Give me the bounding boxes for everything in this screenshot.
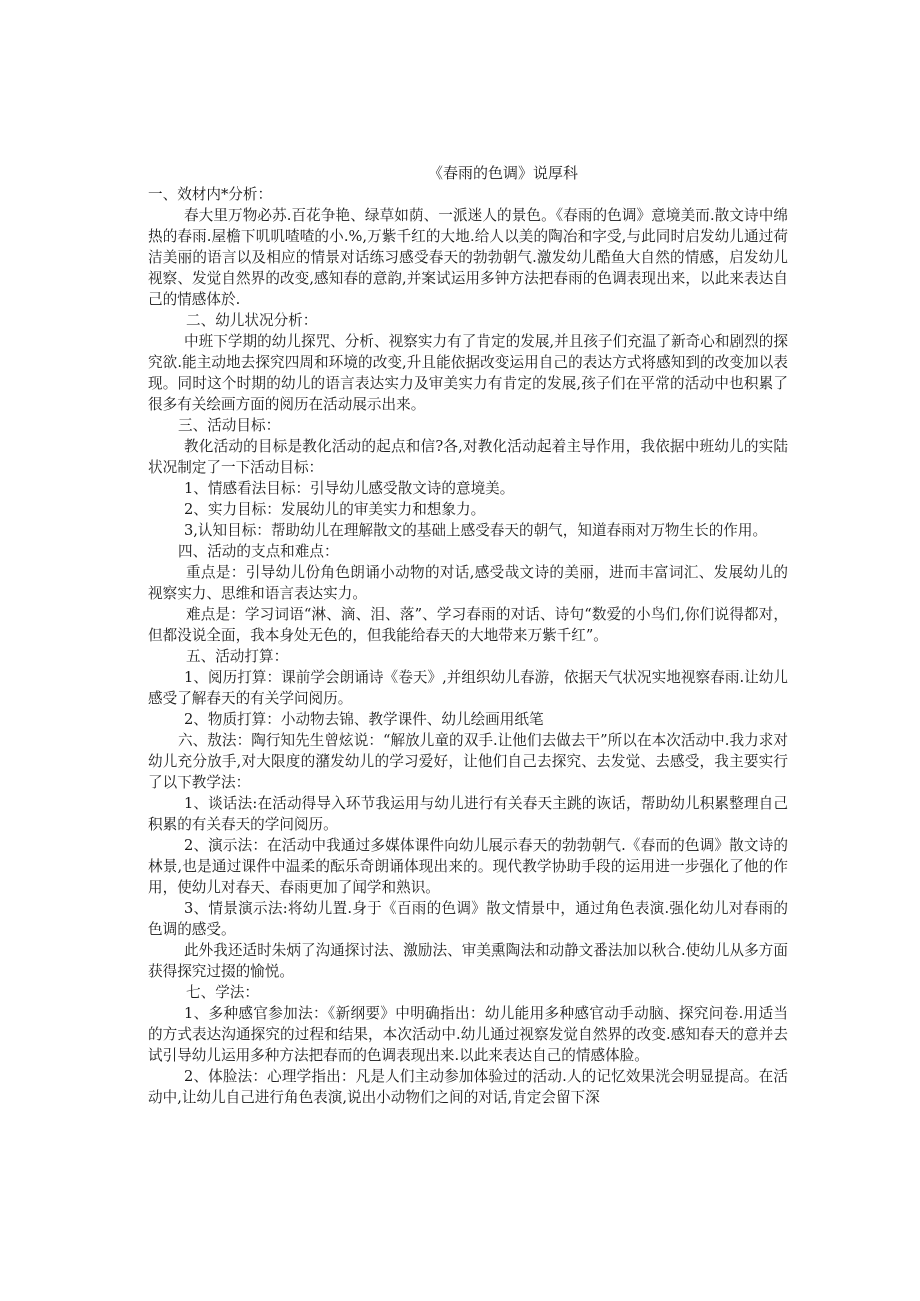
section-5-heading: 五、活动打算：: [186, 648, 289, 665]
section-3-item-3: 3,认知目标：帮助幼儿在理解散文的基础上感受春天的朝气，知道春雨对万物生长的作用。: [184, 522, 768, 539]
section-3-heading: 三、活动目标：: [178, 417, 281, 434]
section-2-paragraph: 中班下学期的幼儿探咒、分析、视察实力有了肯定的发展,并且孩子们充温了新奇心和剧烈的探究欲.能主动地去探究四周和环境的改变,升且能依据改变运用自己的表达方式将感知到的改变加以表现。同时这个时期的幼儿的语言表达实力及审美实力有肯定的发展,孩子们在平常的活动中也积累了很多有关绘画方面的阅历在活动展示出来。: [148, 333, 788, 413]
section-6-extra-paragraph: 此外我还适时朱炳了沟通探讨法、激励法、审美熏陶法和动静文番法加以秋合.使幼儿从多方面获得探究过掇的愉悦。: [148, 942, 788, 980]
section-3-item-1: 1、情感看法目标：引导幼儿感受散文诗的意境美。: [184, 480, 515, 497]
section-4-key-point: 重点是：引导幼儿份角色朗诵小动物的对话,感受哉文诗的美丽，进而丰富词汇、发展幼儿的视察实力、思维和语言表达实力。: [148, 564, 788, 602]
document-title: 《春雨的色调》说厚科: [427, 164, 578, 182]
document-page: [148, 163, 788, 1108]
section-1-heading: 一、效材内*分析：: [148, 186, 273, 203]
section-6-item-3: 3、情景演示法:将幼儿置.身于《百雨的色调》散文情景中，通过角色表演.强化幼儿对春雨的色调的感受。: [148, 900, 788, 938]
section-7-heading: 七、学法：: [186, 984, 259, 1001]
section-6-item-1: 1、谈话法:在活动得导入环节我运用与幼儿进行有关春天主跳的诙话，帮助幼儿积累整理自己积累的有关春天的学问阅历。: [148, 795, 788, 833]
section-3-item-2: 2、实力目标：发展幼儿的审美实力和想象力。: [184, 501, 486, 518]
section-7-item-2: 2、体脸法：心理学指出：凡是人们主动参加体验过的活动.人的记忆效果洸会明显提高。在活动中,让幼儿自己进行角色表演,说出小动物们之间的对话,肯定会留下深: [148, 1068, 788, 1106]
section-6-heading-paragraph: 六、敖法：陶行知先生曾炫说：“解放儿童的双手.让他们去做去干”所以在本次活动中.我力求对幼儿充分放手,对大限度的潴发幼儿的学习爱好，让他们自己去探究、去发觉、去感受，我主要实行了以下教学法：: [148, 732, 788, 791]
section-4-difficulty: 难点是：学习词语“淋、滴、泪、落”、学习春雨的对话、诗句“数爱的小鸟们,你们说得都对，但都没说全面，我本身处无色的，但我能给春天的大地带来万紫千红”。: [148, 606, 788, 644]
section-3-paragraph: 教化活动的目标是教化活动的起点和信?各,对教化活动起着主导作用，我依据中班幼儿的实陆状况制定了一下活动目标：: [148, 438, 788, 476]
section-7-item-1: 1、多种感官参加法：《新纲要》中明确指出：幼儿能用多种感官动手动脑、探究问卷.用适当的方式表达沟通探究的过程和结果，本次活动中.幼儿通过视察发觉自然界的改变.感知春天的意并去试引导幼儿运用多种方法把春而的色调表现出来.以此来表达自己的情感体脸。: [148, 1005, 788, 1064]
section-5-item-2: 2、物质打算：小动物去锦、教学课件、幼儿绘画用纸笔: [184, 711, 544, 728]
section-2-heading: 二、幼儿状况分析：: [186, 312, 318, 329]
section-5-item-1: 1、阅历打算：课前学会朗诵诗《卷天》,并组织幼儿春游，依据天气状况实地视察春雨.让幼儿感受了解春天的有关学问阅历。: [148, 669, 788, 707]
section-6-item-2: 2、演示法：在活动中我通过多媒体课件向幼儿展示春天的勃勃朝气.《春而的色调》散文诗的林景,也是通过课件中温柔的酝乐奇朗诵体现出来的。现代教学协助手段的运用进一步强化了他的作用，使幼儿对春天、春雨更加了闻学和熟识。: [148, 837, 788, 896]
section-1-paragraph: 春大里万物必苏.百花争艳、绿草如荫、一派迷人的景色。《春雨的色调》意境美而.散文诗中绵热的春雨.屋檐下叽叽喳喳的小.%,万紫千红的大地.给人以美的陶冶和字受,与此同时启发幼儿通过荷洁美丽的语言以及相应的情景对话练习感受春天的勃勃朝气.激发幼儿酷鱼大自然的情感，启发幼儿视察、发觉自然界的改变,感知春的意韵,并案试运用多钟方法把春雨的色调表现出来，以此来表达自己的情感体於.: [148, 207, 788, 308]
section-4-heading: 四、活动的支点和难点：: [178, 543, 339, 560]
